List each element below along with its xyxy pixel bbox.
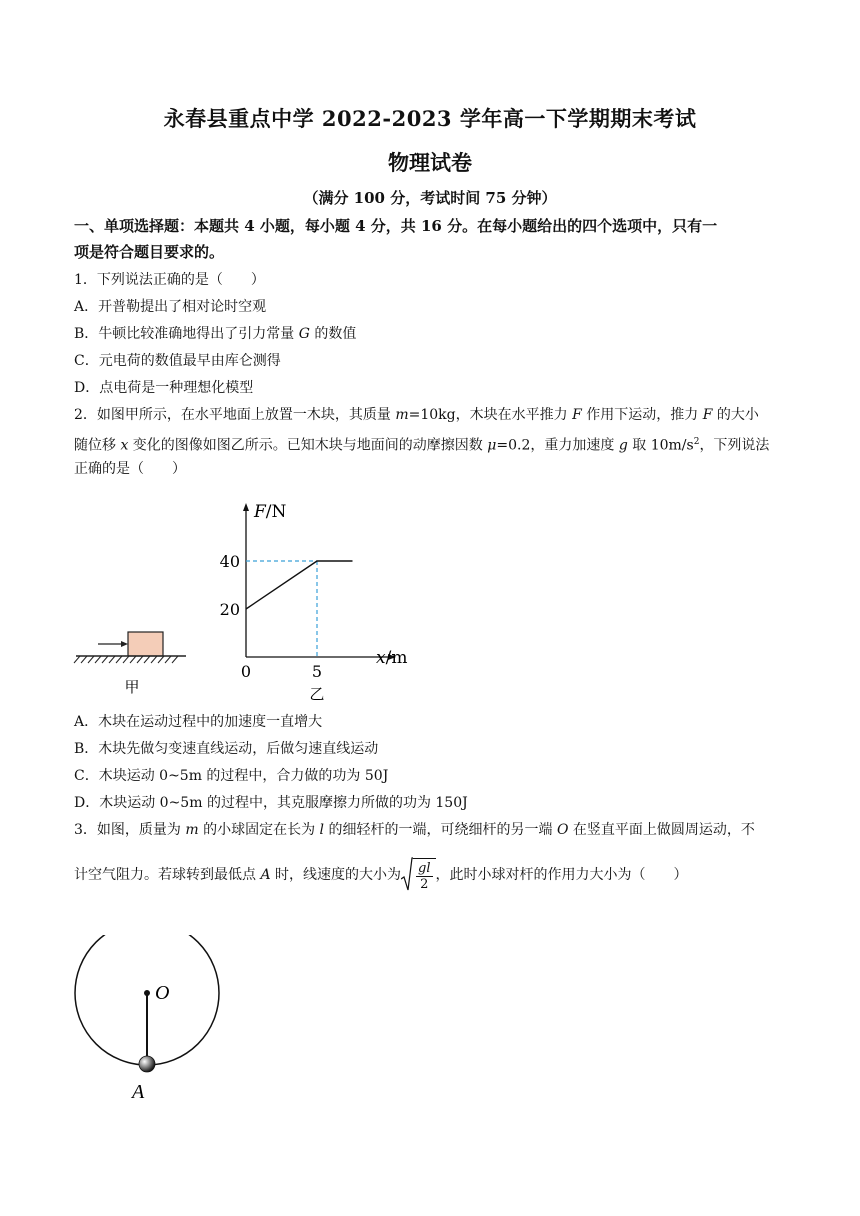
- q3-var-l: l: [319, 822, 325, 838]
- q2-stem-line3: 正确的是（ ）: [74, 461, 186, 477]
- y-axis-var: F: [254, 502, 266, 522]
- origin-label: 0: [240, 662, 252, 681]
- q3-text: 的小球固定在长为: [198, 822, 320, 838]
- hatch-mark: [88, 656, 94, 663]
- point-a-label: A: [132, 1081, 145, 1103]
- hatch-mark: [165, 656, 171, 663]
- q2-stem-line1: [74, 405, 794, 425]
- section1-heading-line1: 一、单项选择题：本题共 4 小题，每小题 4 分，共 16 分。在每小题给出的四个选项中，只有一: [74, 217, 718, 235]
- hatch-mark: [95, 656, 101, 663]
- fraction: [413, 858, 435, 892]
- hatch-mark: [116, 656, 122, 663]
- hatch-mark: [74, 656, 80, 663]
- q2-text: ，下列说法: [699, 437, 770, 454]
- q2-text: 2．如图甲所示，在水平地面上放置一木块，其质量: [74, 407, 396, 423]
- q2-figure-a: [72, 620, 192, 700]
- q3-stem-line1: [74, 820, 794, 840]
- q1-b-var: G: [298, 326, 310, 342]
- pivot-point: [144, 990, 150, 996]
- q3-text: 3．如图，质量为: [74, 822, 186, 838]
- q2-text: 作用下运动，推力: [581, 407, 703, 423]
- q2-var-m: m: [395, 407, 409, 423]
- sqrt-expression: [401, 857, 435, 893]
- q2-text: =10kg，木块在水平推力: [408, 407, 573, 423]
- fraction-denominator: 2: [420, 877, 429, 892]
- y-axis-arrow-icon: [243, 503, 249, 511]
- exam-note: （满分 100 分，考试时间 75 分钟）: [303, 189, 557, 207]
- hatch-mark: [123, 656, 129, 663]
- q1-option-a: A．开普勒提出了相对论时空观: [74, 299, 267, 315]
- x-axis-label: [376, 648, 407, 668]
- y-tick-label: 40: [219, 552, 240, 571]
- exam-title: 永春县重点中学 2022-2023 学年高一下学期期末考试: [163, 106, 697, 131]
- q2-text: 变化的图像如图乙所示。已知木块与地面间的动摩擦因数: [128, 437, 488, 454]
- q3-text: 的细轻杆的一端，可绕细杆的另一端: [324, 822, 557, 838]
- hatch-mark: [102, 656, 108, 663]
- ball: [139, 1056, 155, 1072]
- x-axis-var: x: [376, 648, 386, 668]
- chart-plot: [220, 502, 408, 702]
- hatch-mark: [151, 656, 157, 663]
- q2-option-b: B．木块先做匀变速直线运动，后做匀速直线运动: [74, 741, 379, 757]
- q3-text: 时，线速度的大小为: [270, 867, 402, 883]
- point-o-label: O: [155, 982, 170, 1004]
- q3-figure: [70, 935, 230, 1105]
- q2-text: =0.2，重力加速度: [496, 437, 619, 454]
- q2-superscript: 2: [693, 437, 700, 447]
- arrow-head-icon: [121, 641, 128, 647]
- q3-var-m: m: [185, 822, 199, 838]
- q2-var-f: F: [572, 407, 582, 423]
- q2-var-mu: μ: [487, 437, 497, 454]
- q3-var-o: O: [556, 822, 569, 838]
- q2-var-f: F: [702, 407, 713, 423]
- q2-text: 取 10m/s: [627, 437, 694, 454]
- y-axis-label: [253, 502, 287, 522]
- hatch-mark: [130, 656, 136, 663]
- hatch-mark: [172, 656, 178, 663]
- series-line: [246, 561, 353, 609]
- q1-stem: 1．下列说法正确的是（ ）: [74, 272, 265, 288]
- fig-a-label: 甲: [124, 678, 140, 696]
- q3-stem-line2: [74, 857, 794, 897]
- q2-option-d: D．木块运动 0~5m 的过程中，其克服摩擦力所做的功为 150J: [74, 795, 468, 811]
- q3-text: 计空气阻力。若球转到最低点: [74, 867, 261, 883]
- y-axis-unit: /N: [265, 502, 287, 522]
- hatch-mark: [144, 656, 150, 663]
- q2-text: 随位移: [74, 437, 121, 454]
- q1-b-pre: B．牛顿比较准确地得出了引力常量: [74, 326, 299, 342]
- q3-text: 在竖直平面上做圆周运动，不: [568, 822, 755, 838]
- exam-subject: 物理试卷: [388, 150, 472, 175]
- x-tick-label: 5: [311, 662, 323, 681]
- q2-option-a: A．木块在运动过程中的加速度一直增大: [74, 714, 323, 730]
- q3-var-a: A: [260, 867, 271, 883]
- ground-hatching: [74, 656, 178, 663]
- y-tick-label: 20: [219, 600, 240, 619]
- hatch-mark: [81, 656, 87, 663]
- sqrt-sign-icon: [401, 857, 413, 893]
- section1-heading-line2: 项是符合题目要求的。: [74, 243, 225, 261]
- q2-var-g: g: [618, 437, 628, 454]
- hatch-mark: [158, 656, 164, 663]
- q1-option-c: C．元电荷的数值最早由库仑测得: [74, 353, 281, 369]
- q1-option-b: [74, 324, 794, 344]
- q2-stem-line2: [74, 432, 794, 456]
- q1-option-d: D．点电荷是一种理想化模型: [74, 380, 254, 396]
- q2-text: 的大小: [712, 407, 759, 423]
- q2-chart: [210, 497, 430, 702]
- q2-var-x: x: [120, 437, 129, 454]
- q3-text: ，此时小球对杆的作用力大小为（ ）: [435, 867, 688, 883]
- x-axis-unit: /m: [385, 648, 408, 668]
- wooden-block: [128, 632, 163, 656]
- hatch-mark: [109, 656, 115, 663]
- fig-b-label: 乙: [309, 685, 325, 702]
- fraction-numerator: gl: [418, 861, 431, 876]
- hatch-mark: [137, 656, 143, 663]
- q2-option-c: C．木块运动 0~5m 的过程中，合力做的功为 50J: [74, 768, 389, 784]
- q1-b-post: 的数值: [309, 326, 357, 342]
